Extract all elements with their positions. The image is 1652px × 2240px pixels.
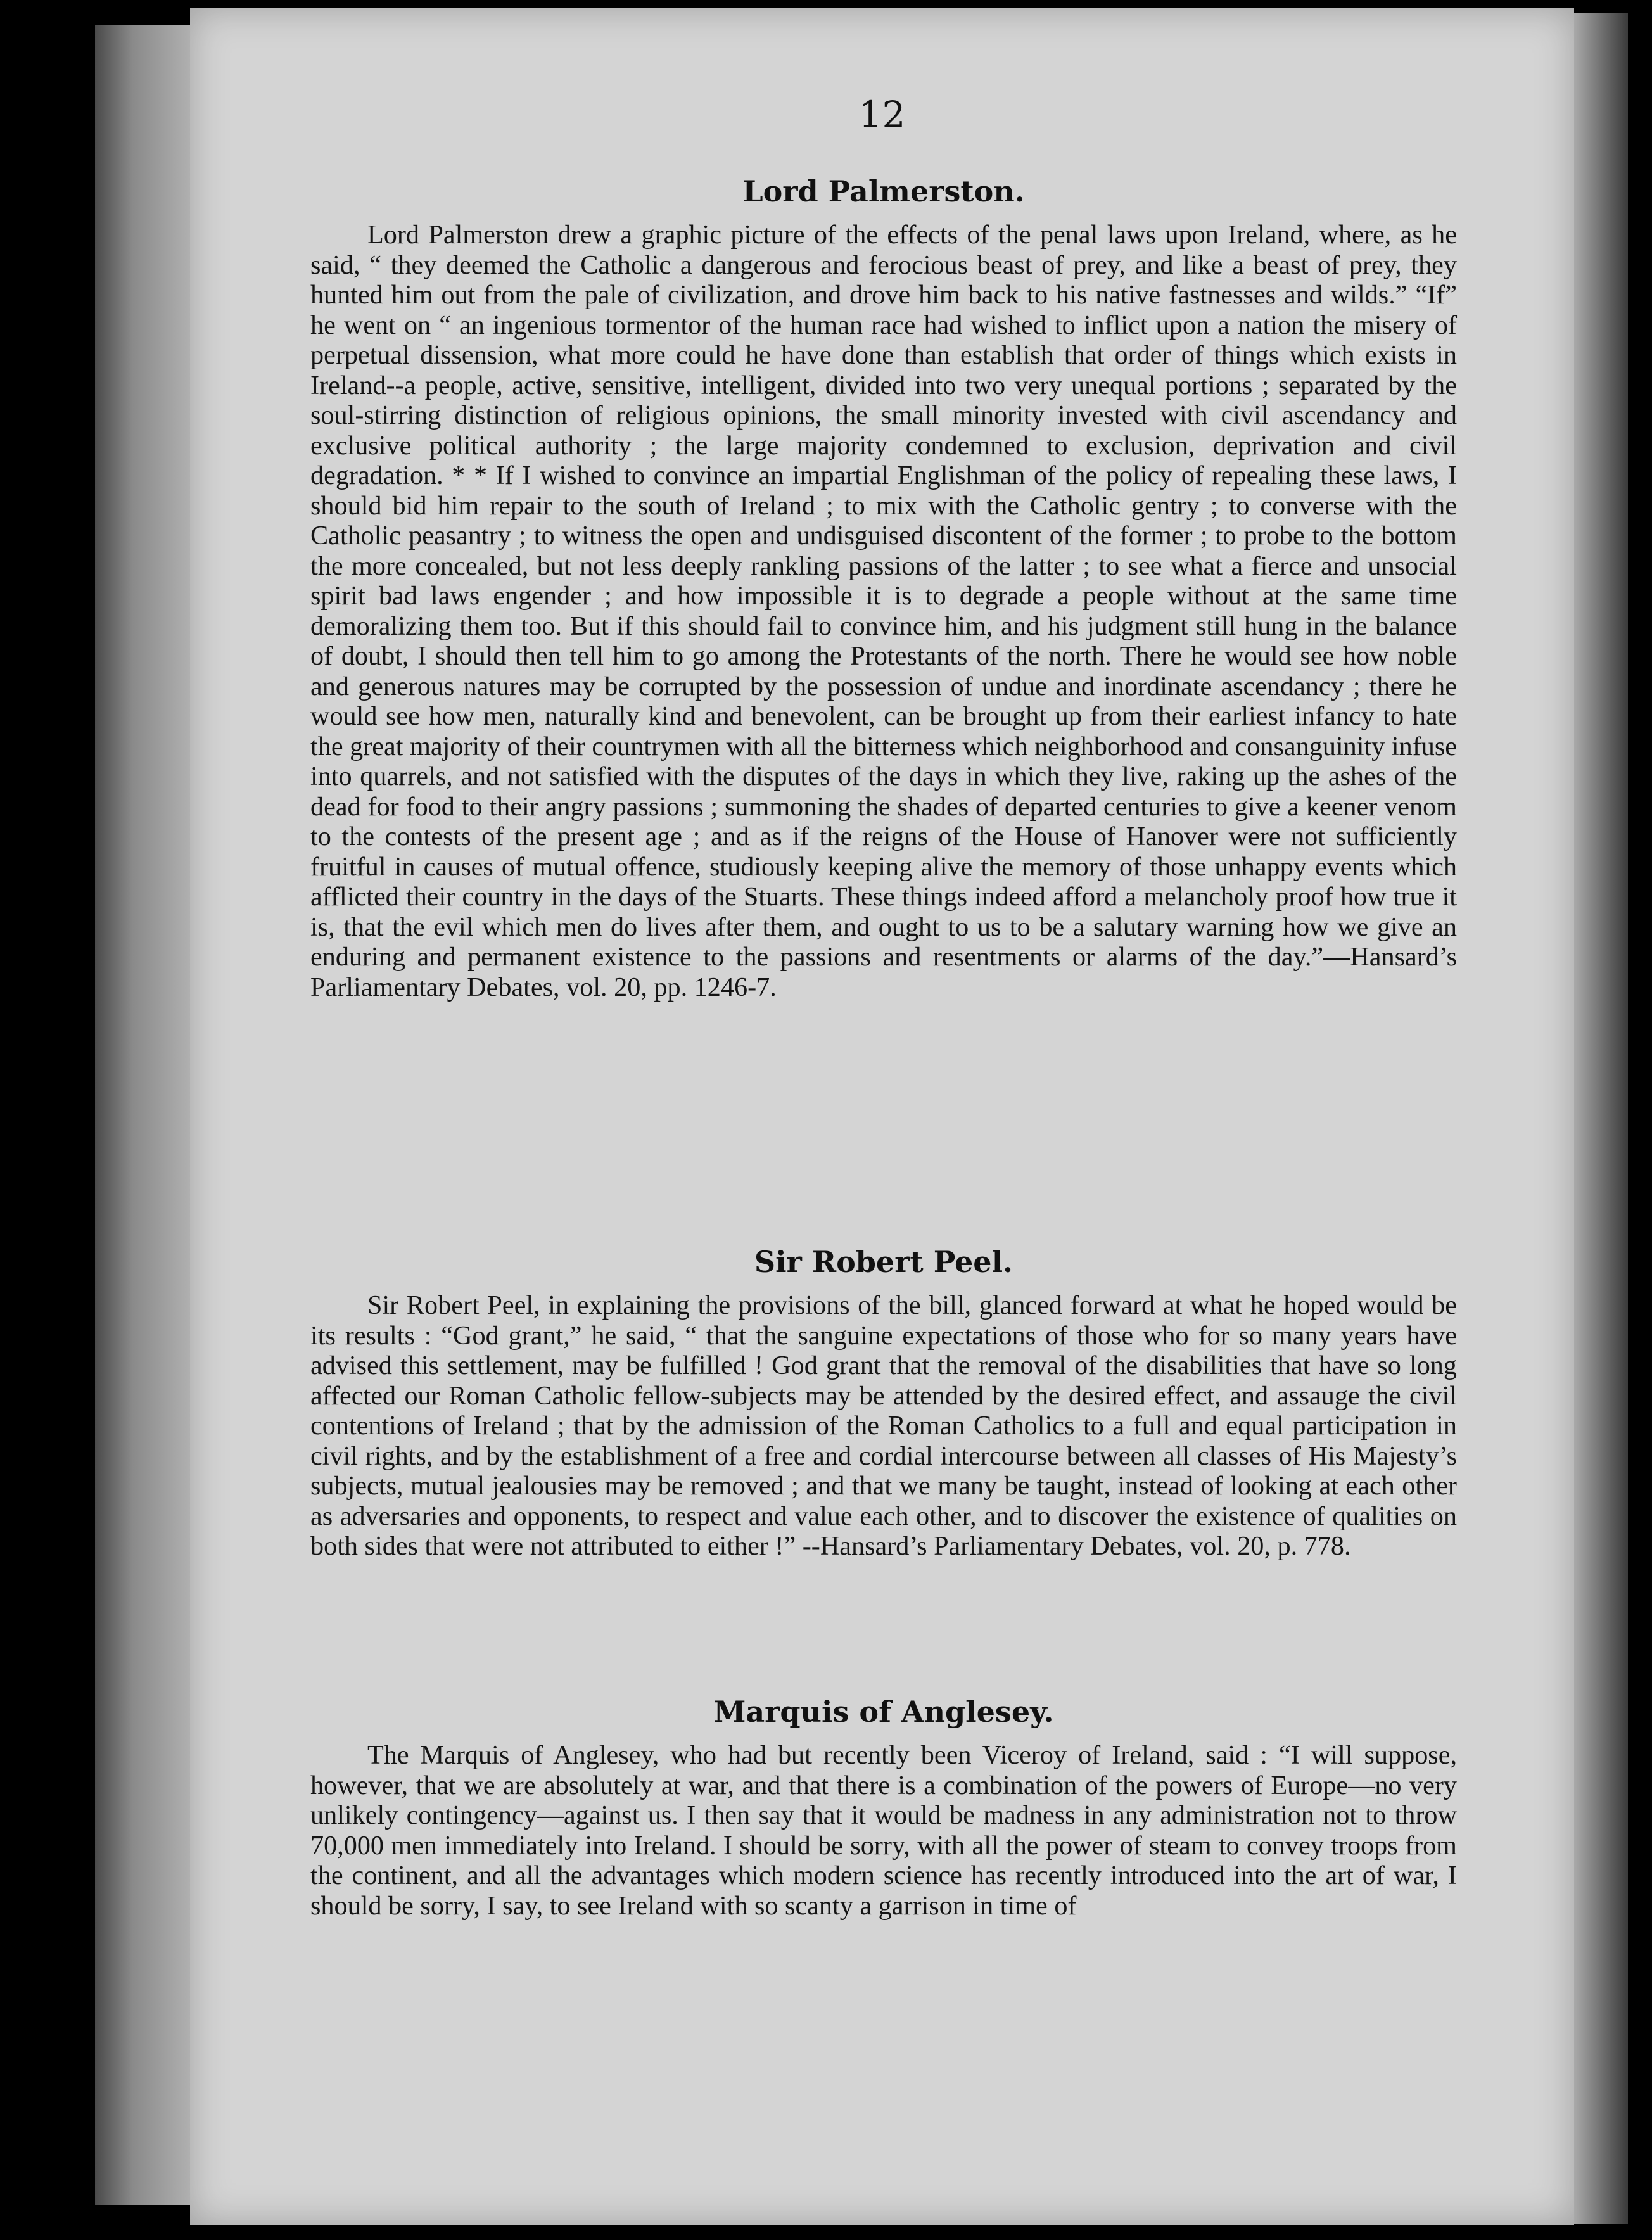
section-body-text: Sir Robert Peel, in explaining the provisions of the bill, glanced forward at what he hoped would be its results : “God grant,” he said, “ that the sanguine expectations of those who for so many years have advised this settlement, may be fulfilled ! God grant that the removal of the disabilities that have so long affected our Roman Catholic fellow-subjects may be attended by the desired effect, and assauge the civil contentions of Ireland ; that by the admission of the Roman Catholics to a full and equal participation in civil rights, and by the establishment of a free and cordial intercourse between all classes of His Majesty’s subjects, mutual jealousies may be removed ; and that we many be taught, instead of looking at each other as adversaries and opponents, to respect and value each other, and to discover the existence of qualities on both sides that were not attributed to either !” --Hansard’s Parliamentary Debates, vol. 20, p. 778. — [310, 1290, 1457, 1561]
section-body-text: The Marquis of Anglesey, who had but recently been Viceroy of Ireland, said : “I will suppose, however, that we are absolutely at war, and that there is a combination of the powers of Europe—no very unlikely contingency—against us. I then say that it would be madness in any administration not to throw 70,000 men immediately into Ireland. I should be sorry, with all the power of steam to convey troops from the continent, and all the advantages which modern science has recently introduced into the art of war, I should be sorry, I say, to see Ireland with so scanty a garrison in time of — [310, 1740, 1457, 1921]
section-sir-robert-peel — [310, 1233, 1457, 1562]
section-body-text: Lord Palmerston drew a graphic picture of the effects of the penal laws upon Ireland, where, as he said, “ they deemed the Catholic a dangerous and ferocious beast of prey, and like a beast of prey, they hunted him out from the pale of civilization, and drove him back to his native fastnesses and wilds.” “If” he went on “ an ingenious tormentor of the human race had wished to inflict upon a nation the misery of perpetual dissension, what more could he have done than establish that order of things which exists in Ireland--a people, active, sensitive, intelligent, divided into two very unequal portions ; separated by the soul-stirring distinction of religious opinions, the small minority invested with civil ascendancy and exclusive political authority ; the large majority condemned to exclusion, deprivation and civil degradation. * * If I wished to convince an impartial Englishman of the policy of repealing these laws, I should bid him repair to the south of Ireland ; to mix with the Catholic gentry ; to converse with the Catholic peasantry ; to witness the open and undisguised discontent of the former ; to probe to the bottom the more concealed, but not less deeply rankling passions of the latter ; to see what a fierce and unsocial spirit bad laws engender ; and how impossible it is to degrade a people without at the same time demoralizing them too. But if this should fail to convince him, and his judgment still hung in the balance of doubt, I should then tell him to go among the Protestants of the north. There he would see how noble and generous natures may be corrupted by the possession of undue and inordinate ascendancy ; there he would see how men, naturally kind and benevolent, can be brought up from their earliest infancy to hate the great majority of their countrymen with all the bitterness which neighborhood and consanguinity infuse into quarrels, and not satisfied with the disputes of the days in which they live, raking up the ashes of the dead for food to their angry passions ; summoning the shades of departed centuries to give a keener venom to the contests of the present age ; and as if the reigns of the House of Hanover were not sufficiently fruitful in causes of mutual offence, studiously keeping alive the memory of those unhappy events which afflicted their country in the days of the Stuarts. These things indeed afford a melancholy proof how true it is, that the evil which men do lives after them, and ought to us to be a salutary warning how we give an enduring and permanent existence to the passions and resentments or alarms of the day.”—Hansard’s Parliamentary Debates, vol. 20, pp. 1246-7. — [310, 220, 1457, 1002]
section-lord-palmerston — [310, 163, 1457, 1002]
page-number: 12 — [858, 93, 906, 136]
section-heading: Marquis of Anglesey. — [713, 1695, 1054, 1729]
section-heading: Lord Palmerston. — [742, 174, 1025, 208]
section-marquis-of-anglesey — [310, 1683, 1457, 1921]
document-page — [190, 8, 1574, 2225]
section-heading: Sir Robert Peel. — [754, 1245, 1013, 1279]
adjacent-page-left — [95, 25, 203, 2205]
